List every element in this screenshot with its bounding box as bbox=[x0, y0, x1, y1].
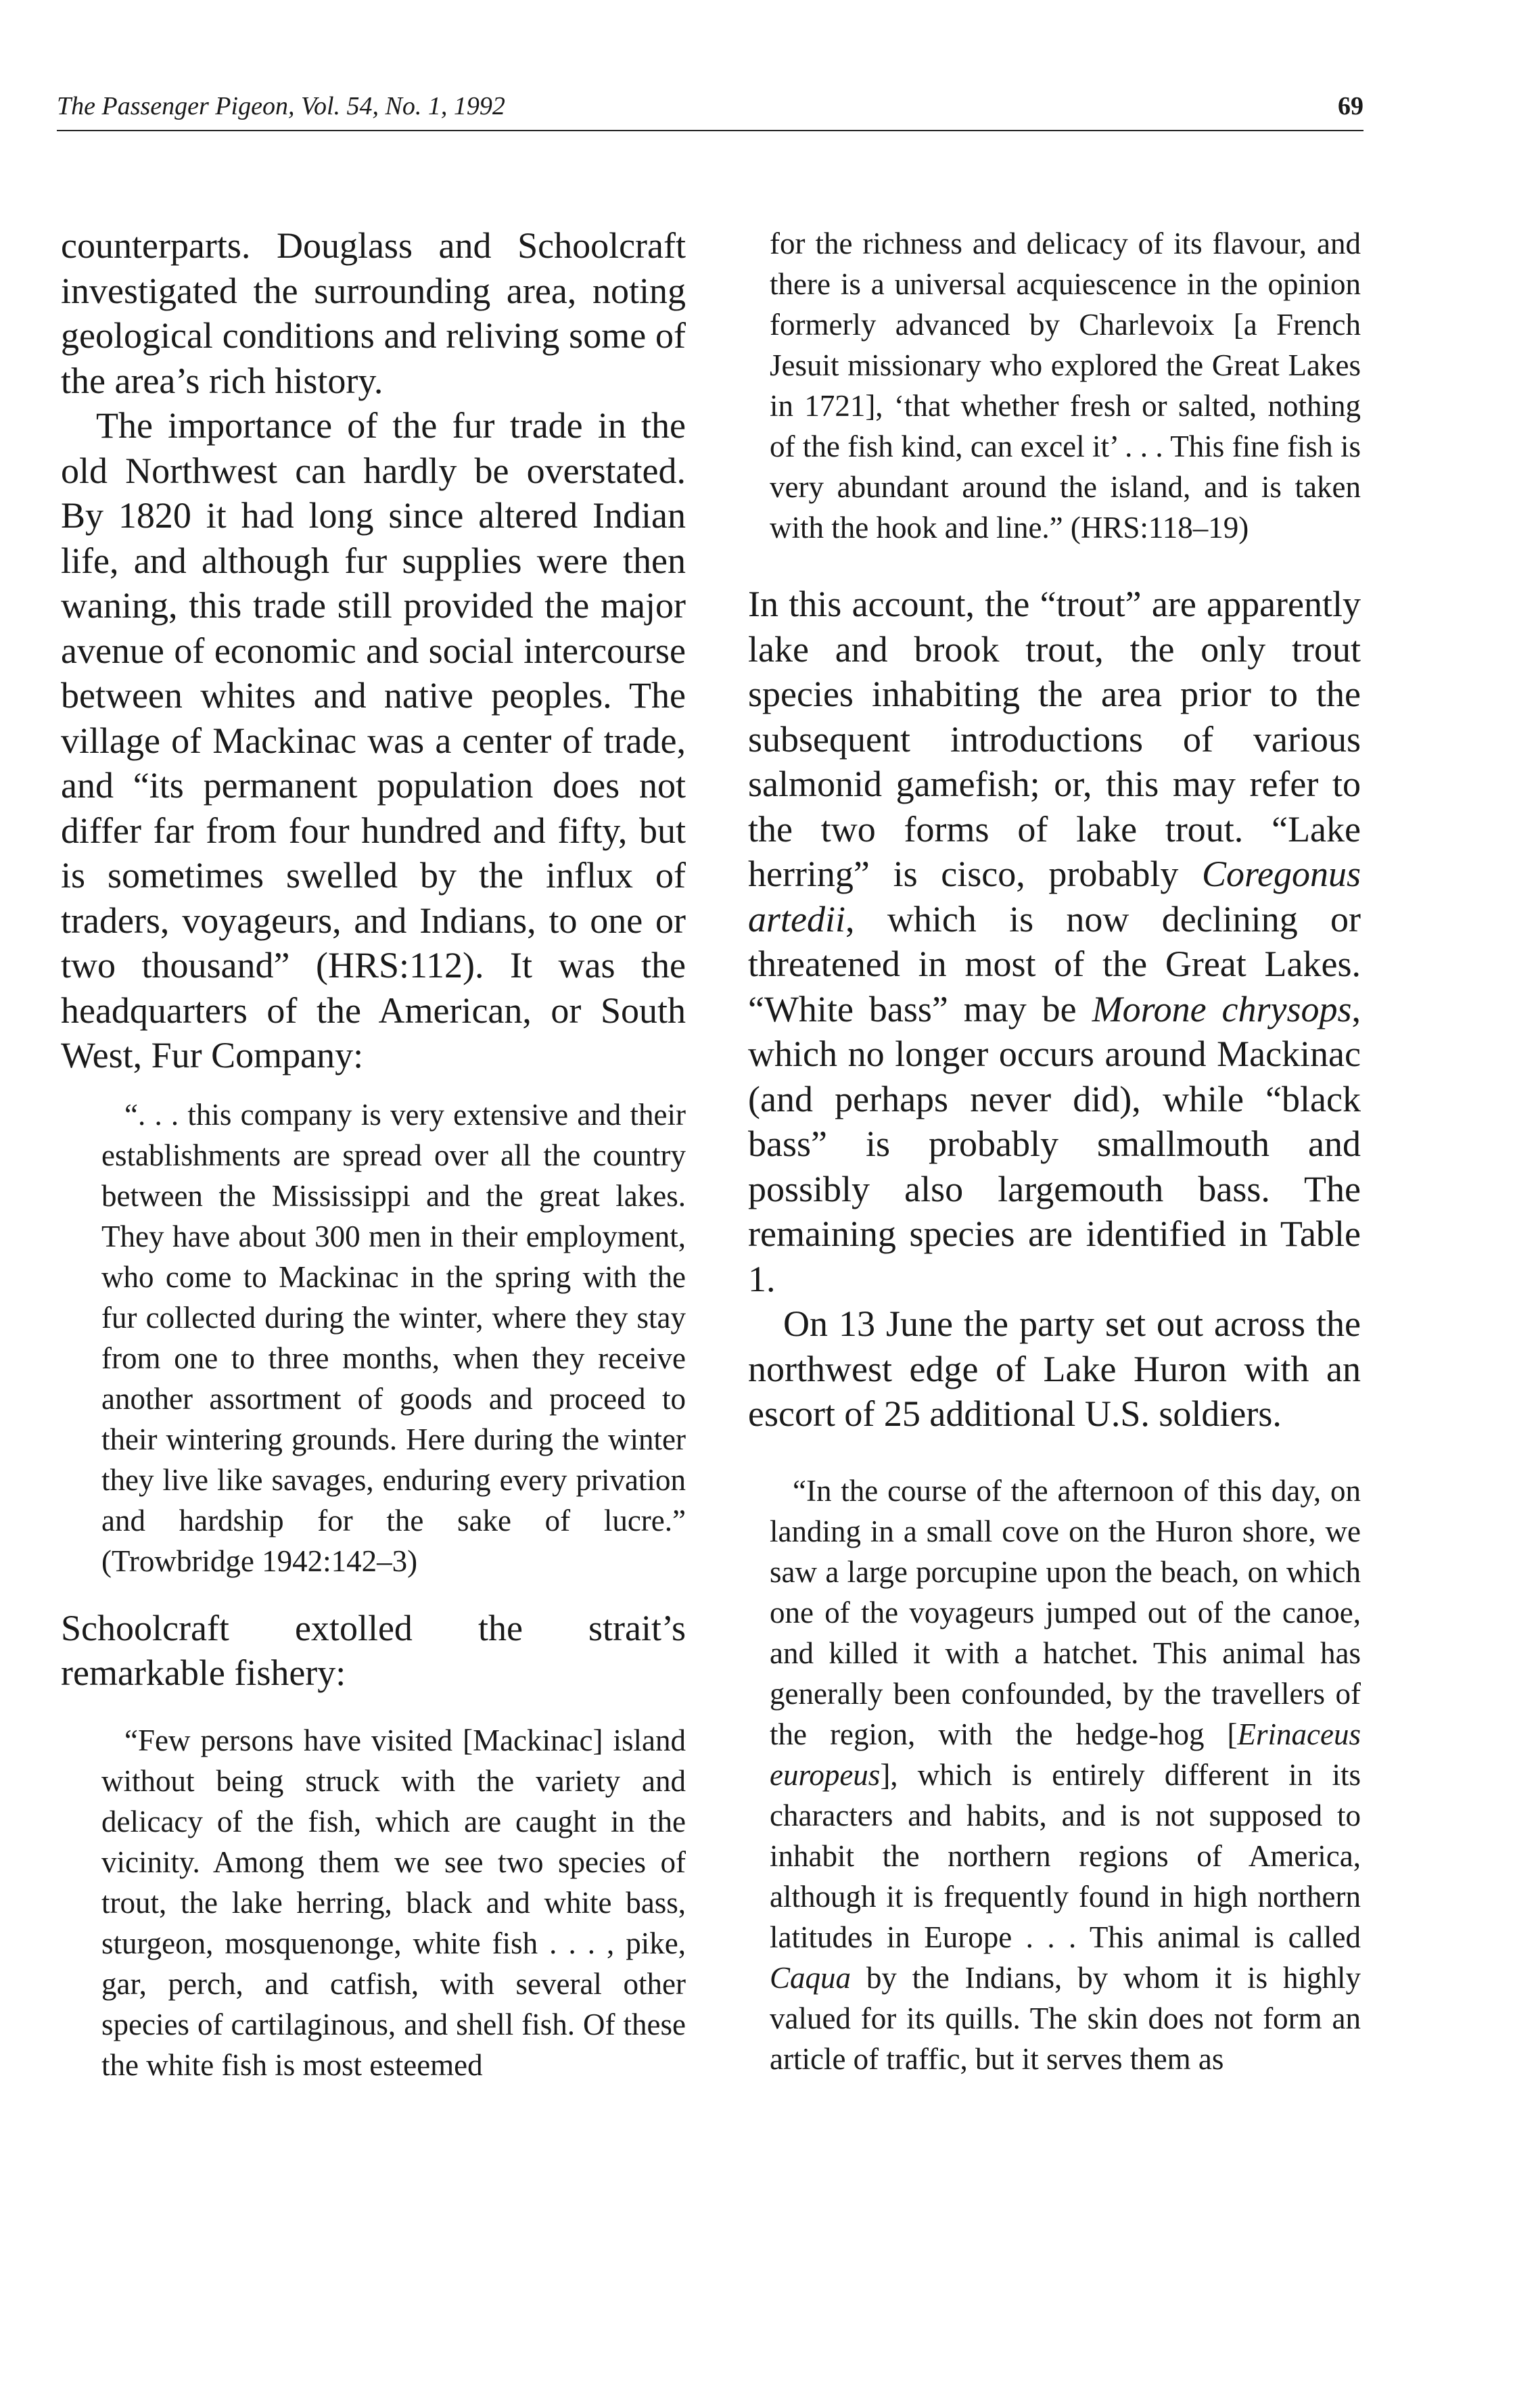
block-quote-schoolcraft: “Few persons have visited [Mackinac] island without being struck with the variety and delicacy of the fish, which are caught in the vicinity. Among them we see two species of trout, the lake herring, black and white bass, sturgeon, mosquenonge, white fish . . . , pike, gar, perch, and catfish, with several other species of cartilaginous, and shell fish. Of these the white fish is most esteemed bbox=[101, 1723, 686, 2082]
species-erinaceus: Erinaceus europeus bbox=[770, 1717, 1361, 1792]
paragraph-3: Schoolcraft extolled the strait’s remarkable fishery: bbox=[61, 1607, 686, 1693]
term-caqua: Caqua bbox=[770, 1960, 852, 1995]
species-morone: Morone chrysops bbox=[1092, 988, 1352, 1029]
paragraph-5: On 13 June the party set out across the northwest edge of Lake Huron with an escort of 25 additional U.S. soldiers. bbox=[748, 1303, 1361, 1434]
right-column bbox=[748, 223, 1361, 2079]
block-quote-schoolcraft-continued: for the richness and delicacy of its flavour, and there is a universal acquiescence in the opinion formerly advanced by Charlevoix [a French Jesuit missionary who explored the Great Lakes in 1721], ‘that whether fresh or salted, nothing of the fish kind, can excel it’ . . . This fine fish is very abundant around the island, and is taken with the hook and line.” (HRS:118–19) bbox=[770, 227, 1361, 545]
paragraph-1: counterparts. Douglass and Schoolcraft investigated the surrounding area, noting geological conditions and reliving some of the area’s rich history. bbox=[61, 225, 686, 401]
block-quote-trowbridge: “. . . this company is very extensive and their establishments are spread over all the country between the Mississippi and the great lakes. They have about 300 men in their employment, who come to Mackinac in the spring with the fur collected during the winter, where they stay from one to three months, when they receive another assortment of goods and proceed to their wintering grounds. Here during the winter they live like savages, enduring every privation and hardship for the sake of lucre.” (Trowbridge 1942:142–3) bbox=[101, 1097, 686, 1578]
paragraph-2: The importance of the fur trade in the old Northwest can hardly be overstated. By 1820 it had long since altered Indian life, and although fur supplies were then waning, this trade still provided the major avenue of economic and social intercourse between whites and native peoples. The village of Mackinac was a center of trade, and “its permanent population does not differ far from four hundred and fifty, but is sometimes swelled by the influx of traders, voyageurs, and Indians, to one or two thousand” (HRS:112). It was the headquarters of the American, or South West, Fur Company: bbox=[61, 405, 686, 1075]
running-header bbox=[57, 83, 1364, 131]
journal-citation: The Passenger Pigeon, Vol. 54, No. 1, 1992 bbox=[57, 92, 505, 120]
block-quote-porcupine: “In the course of the afternoon of this day, on landing in a small cove on the Huron shore, we saw a large porcupine upon the beach, on which one of the voyageurs jumped out of the canoe, and killed it with a hatchet. This animal has generally been confounded, by the travellers of the region, with the hedge-hog [Erinaceus europeus], which is entirely different in its characters and habits, and is not supposed to inhabit the northern regions of America, although it is frequently found in high northern latitudes in Europe . . . This animal is called Caqua by the Indians, by whom it is highly valued for its quills. The skin does not form an article of traffic, but it serves them as bbox=[770, 1473, 1361, 2076]
left-column bbox=[61, 223, 686, 2085]
paragraph-4: In this account, the “trout” are apparently lake and brook trout, the only trout species inhabiting the area prior to the subsequent introductions of various salmonid gamefish; or, this may refer to the two forms of lake trout. “Lake herring” is cisco, probably Coregonus artedii, which is now declining or threatened in most of the Great Lakes. “White bass” may be Morone chrysops, which no longer occurs around Mackinac (and perhaps never did), while “black bass” is probably smallmouth and possibly also largemouth bass. The remaining species are identified in Table 1. bbox=[748, 584, 1361, 1299]
species-coregonus: Coregonus artedii bbox=[748, 854, 1361, 940]
page-number: 69 bbox=[1338, 92, 1364, 120]
